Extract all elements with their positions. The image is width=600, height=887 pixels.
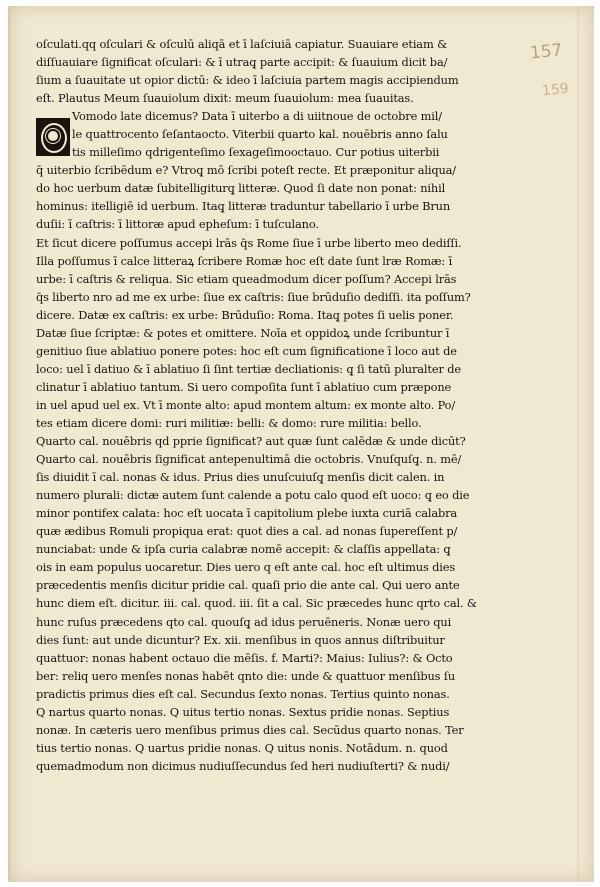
text-line: Quarto cal. nouēbris qd pprie ſignificat? aut quæ ſunt calēdæ & unde dicūt? bbox=[36, 434, 466, 449]
text-line: quemadmodum non dicimus nudiuſſecundus ſed heri nudiuſterti? & nudi/ bbox=[36, 758, 450, 773]
text-line: Datæ ſiue ſcriptæ: & potes et omittere. Noīa et oppidoꝝ unde ſcribuntur ī bbox=[36, 325, 450, 340]
text-line: oſculati.qq oſculari & oſculū aliqā et ī laſciuiā capiatur. Suauiare etiam & bbox=[36, 37, 448, 51]
text-line: tis milleſimo qdrigenteſimo ſexageſimooctauo. Cur potius uiterbii bbox=[72, 145, 440, 160]
margin-note-folio: 157 bbox=[529, 40, 564, 64]
text-line: ois in eam populus uocaretur. Dies uero q eſt ante cal. hoc eſt ultimus dies bbox=[36, 560, 456, 575]
text-line: hunc ruſus præcedens qto cal. quouſq̧ ad idus peruēneris. Nonæ uero qui bbox=[36, 614, 452, 629]
text-line: ber: reliq uero menſes nonas habēt qnto die: unde & quattuor menſibus ſu bbox=[36, 668, 456, 683]
page-gutter-shadow bbox=[577, 6, 580, 882]
text-line: quæ ædibus Romuli propiqua erat: quot dies a cal. ad nonas ſupereſſent p/ bbox=[36, 524, 458, 539]
text-line: Et ſicut dicere poſſumus accepi lrās q̄s Rome ſiue ī urbe liberto meo dediſſi. bbox=[36, 235, 462, 250]
text-line: hunc diem eſt. dicitur. iii. cal. quod. iii. ſit a cal. Sic præcedes hunc qrto cal. & bbox=[36, 596, 477, 611]
text-line: in uel apud uel ex. Vt ī monte alto: apud montem altum: ex monte alto. Po/ bbox=[36, 397, 456, 412]
text-line: clinatur ī ablatiuo tantum. Si uero compoſita ſunt ī ablatiuo cum præpone bbox=[36, 379, 452, 394]
text-line: nunciabat: unde & ipſa curia calabræ nomē accepit: & claſſis appellata: q̧ bbox=[36, 542, 451, 557]
page-text bbox=[36, 35, 528, 775]
text-line: præcedentis menſis dicitur pridie cal. quaſi prio die ante cal. Qui uero ante bbox=[36, 578, 460, 593]
text-line: ſis diuidit ī cal. nonas & idus. Prius dies unuſcuiuſq̧ menſis dicit calen. in bbox=[36, 470, 445, 485]
text-line: q̄s liberto nro ad me ex urbe: ſiue ex caſtris: ſiue brūduſio dediſſi. ita poſſum? bbox=[36, 289, 471, 304]
text-line: Q nartus quarto nonas. Q uitus tertio nonas. Sextus pridie nonas. Septius bbox=[36, 704, 450, 719]
text-line: quattuor: nonas habent octauo die mēſis. f. Marti?: Maius: Iulius?: & Octo bbox=[36, 650, 453, 665]
text-line: le quattrocento ſeſantaocto. Viterbii quarto kal. nouēbris anno ſalu bbox=[72, 127, 448, 142]
text-line: Illa poſſumus ī calce litteraꝝ ſcribere Romæ hoc eſt date ſunt lræ Romæ: ī bbox=[36, 253, 453, 268]
text-line: diſſuauiare ſignificat oſculari: & ī utraq̧ parte accipit: & ſuauium dicit ba/ bbox=[36, 55, 448, 70]
text-line: hominus: itelligiē id uerbum. Itaq̧ litteræ traduntur tabellario ī urbe Brun bbox=[36, 199, 451, 214]
text-line: genitiuo ſiue ablatiuo ponere potes: hoc eſt cum ſignificatione ī loco aut de bbox=[36, 343, 457, 358]
text-line: pradictis primus dies eſt cal. Secundus ſexto nonas. Tertius quinto nonas. bbox=[36, 686, 450, 701]
text-line: numero plurali: dictæ autem ſunt calende a potu calo quod eſt uoco: q̧ eo die bbox=[36, 488, 470, 503]
text-line: loco: uel ī datiuo & ī ablatiuo ſi ſint tertiæ decliationis: q̧ ſi tatū pluralter de bbox=[36, 361, 461, 376]
text-line: Quarto cal. nouēbris ſignificat antepenultimā die octobris. Vnuſquſq̧. n. mē/ bbox=[36, 452, 462, 467]
text-line: tes etiam dicere domi: ruri militiæ: belli: & domo: rure militia: bello. bbox=[36, 415, 422, 430]
text-line: dies ſunt: aut unde dicuntur? Ex. xii. menſibus in quos annus diſtribuitur bbox=[36, 632, 445, 647]
text-line: eſt. Plautus Meum ſuauiolum dixit: meum ſuauiolum: mea ſuauitas. bbox=[36, 91, 414, 106]
text-line: ſium a ſuauitate ut opior dictū: & ideo ī laſciuia partem magis accipiendum bbox=[36, 73, 459, 88]
text-line: minor pontifex calata: hoc eſt uocata ī capitolium plebe iuxta curiā calabra bbox=[36, 506, 458, 521]
text-line: duſii: ī caſtris: ī littoræ apud epheſum: ī tuſculano. bbox=[36, 217, 319, 232]
text-line: urbe: ī caſtris & reliqua. Sic etiam queadmodum dicer poſſum? Accepi lrās bbox=[36, 271, 457, 286]
book-page bbox=[8, 6, 594, 882]
margin-note-folio-faint: 159 bbox=[541, 80, 570, 100]
text-line: do hoc uerbum datæ ſubitelligiturq̧ litteræ. Quod ſi date non ponat: nihil bbox=[36, 181, 446, 196]
text-line: nonæ. In cæteris uero menſibus primus dies cal. Secūdus quarto nonas. Ter bbox=[36, 722, 464, 737]
text-line: q̄ uiterbio ſcribēdum e? Vtroq̧ mō ſcribi poteſt recte. Et præponitur aliqua/ bbox=[36, 163, 456, 178]
text-line: Vomodo late dicemus? Data ī uiterbo a di uiitnoue de octobre mil/ bbox=[72, 109, 442, 124]
text-line: dicere. Datæ ex caſtris: ex urbe: Brūduſio: Roma. Itaq̧ potes ſi uelis poner. bbox=[36, 307, 454, 322]
text-line: tius tertio nonas. Q uartus pridie nonas. Q uitus nonis. Notādum. n. quod bbox=[36, 740, 448, 755]
